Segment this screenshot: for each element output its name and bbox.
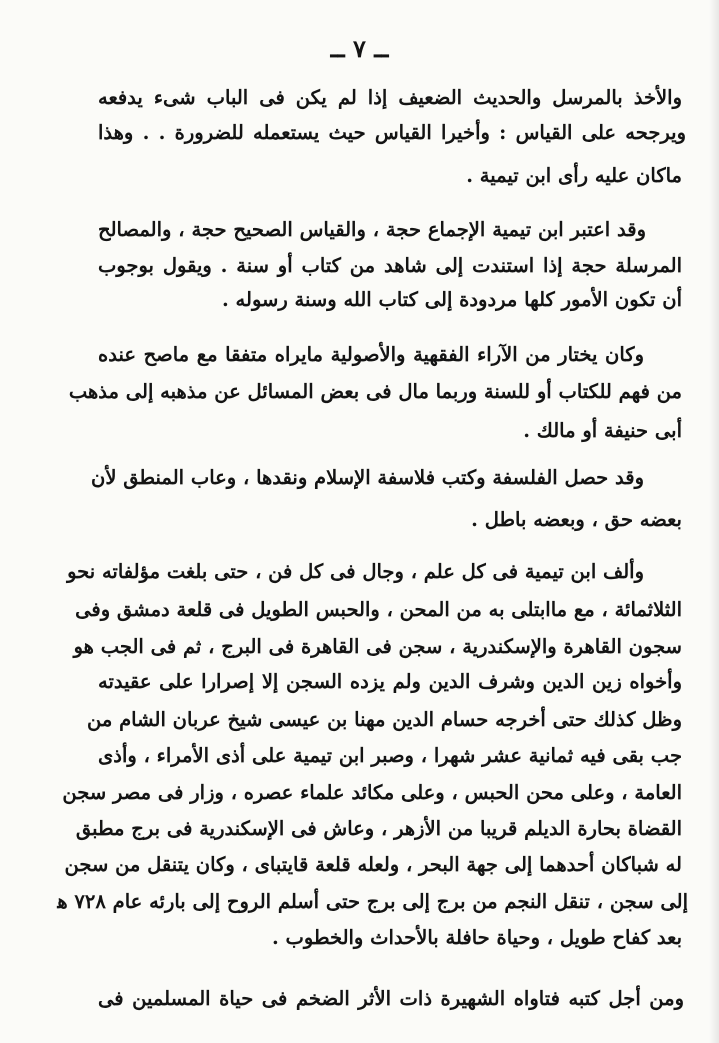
text-line: سجون القاهرة والإسكندرية ، سجن فى القاهرة فى البرج ، ثم فى الجب هو bbox=[73, 635, 682, 658]
text-line: أبى حنيفة أو مالك . bbox=[523, 419, 682, 442]
text-line: بعد كفاح طويل ، وحياة حافلة بالأحداث والخطوب . bbox=[271, 926, 682, 949]
text-line: وأخواه زين الدين وشرف الدين ولم يزده السجن إلا إصرارا على عقيدته bbox=[98, 670, 682, 693]
text-line: ومن أجل كتبه فتاواه الشهيرة ذات الأثر الضخم فى حياة المسلمين فى bbox=[98, 987, 684, 1010]
text-line: ويرجحه على القياس : وأخيرا القياس حيث يستعمله للضرورة . . وهذا bbox=[98, 121, 686, 144]
page-number: ــ ٧ ــ bbox=[330, 34, 389, 63]
text-line: أن تكون الأمور كلها مردودة إلى كتاب الله وسنة رسوله . bbox=[221, 288, 682, 311]
text-line: وكان يختار من الآراء الفقهية والأصولية مايراه متفقا مع ماصح عنده bbox=[98, 343, 644, 366]
text-line: القضاة بحارة الديلم قريبا من الأزهر ، وعاش فى الإسكندرية فى برج مطبق bbox=[75, 817, 682, 840]
text-line: وظل كذلك حتى أخرجه حسام الدين مهنا بن عيسى شيخ عربان الشام من bbox=[87, 708, 682, 731]
text-line: وقد اعتبر ابن تيمية الإجماع حجة ، والقياس الصحيح حجة ، والمصالح bbox=[98, 218, 646, 241]
text-line: ماكان عليه رأى ابن تيمية . bbox=[466, 164, 682, 187]
text-line: بعضه حق ، وبعضه باطل . bbox=[471, 508, 682, 531]
text-line: المرسلة حجة إذا استندت إلى شاهد من كتاب أو سنة . ويقول بوجوب bbox=[98, 254, 682, 277]
text-line: وألف ابن تيمية فى كل علم ، وجال فى كل فن ، حتى بلغت مؤلفاته نحو bbox=[67, 560, 644, 583]
page-edge-shadow bbox=[709, 0, 719, 1043]
text-line: له شباكان أحدهما إلى جهة البحر ، ولعله قلعة قايتباى ، وكان يتنقل من سجن bbox=[64, 853, 682, 876]
text-line: الثلاثمائة ، مع ماابتلى به من المحن ، والحبس الطويل فى قلعة دمشق وفى bbox=[75, 598, 682, 621]
text-line: والأخذ بالمرسل والحديث الضعيف إذا لم يكن فى الباب شىء يدفعه bbox=[98, 86, 682, 109]
text-line: جب بقى فيه ثمانية عشر شهرا ، وصبر ابن تيمية على أذى الأمراء ، وأذى bbox=[98, 744, 682, 767]
text-line: من فهم للكتاب أو للسنة وربما مال فى بعض المسائل عن مذهبه إلى مذهب bbox=[68, 380, 682, 403]
text-line: إلى سجن ، تنقل النجم من برج إلى برج حتى أسلم الروح إلى بارئه عام ٧٢٨ ﻫ bbox=[57, 890, 688, 913]
text-line: وقد حصل الفلسفة وكتب فلاسفة الإسلام ونقدها ، وعاب المنطق لأن bbox=[91, 466, 644, 489]
text-line: العامة ، وعلى محن الحبس ، وعلى مكائد علماء عصره ، وزار فى مصر سجن bbox=[62, 781, 682, 804]
